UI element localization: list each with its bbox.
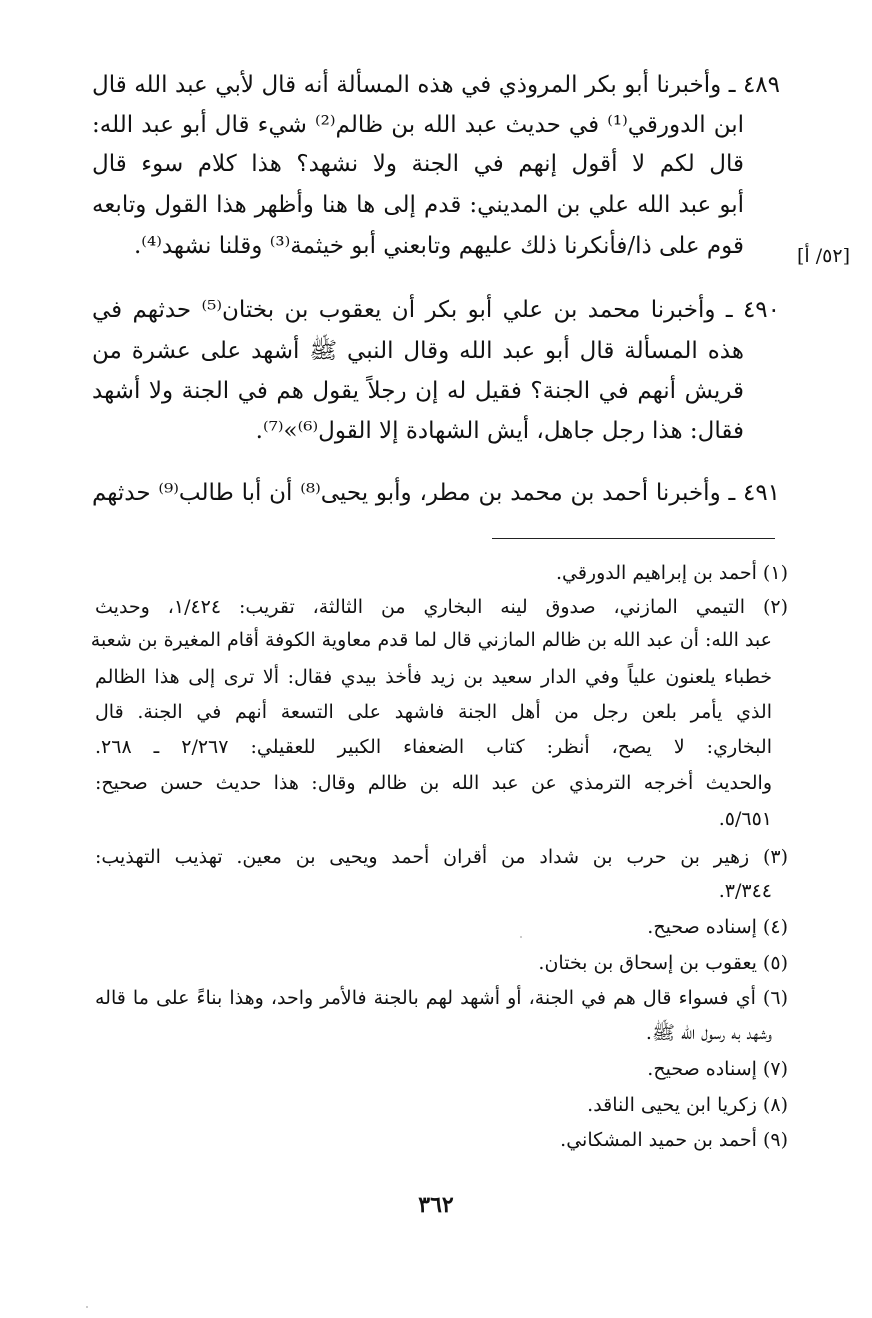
footnote-2-line: خطباء يلعنون علياً وفي الدار سعيد بن زيد فأخذ بيدي فقال: ألا ترى إلى هذا الظالم — [95, 666, 772, 688]
footnote-2-line: عبد الله: أن عبد الله بن ظالم المازني قال لما قدم معاوية الكوفة أقام المغيرة بن شعبة — [90, 629, 772, 651]
speck — [520, 936, 522, 938]
speck — [86, 1306, 88, 1308]
footnote-7: (٧) إسناده صحيح. — [647, 1058, 788, 1080]
footnote-2: (٢) التيمي المازني، صدوق لينه البخاري من الثالثة، تقريب: ١/٤٢٤، وحديث — [95, 596, 788, 618]
manuscript-folio-note: [٥٢/ أ] — [797, 245, 850, 267]
footnote-8: (٨) زكريا ابن يحيى الناقد. — [587, 1094, 788, 1116]
text-line: أبو عبد الله علي بن المديني: قدم إلى ها هنا وأظهر هذا القول وتابعه — [92, 192, 744, 218]
footnote-6: (٦) أي فسواء قال هم في الجنة، أو أشهد لهم بالجنة فالأمر واحد، وهذا بناءً على ما قاله — [95, 987, 788, 1009]
text-line: ٤٩٠ ـ وأخبرنا محمد بن علي أبو بكر أن يعقوب بن بختان⁽⁵⁾ حدثهم في — [92, 297, 780, 323]
text-line: ابن الدورقي⁽¹⁾ في حديث عبد الله بن ظالم⁽²⁾ شيء قال أبو عبد الله: — [92, 112, 744, 138]
text-line: قوم على ذا/فأنكرنا ذلك عليهم وتابعني أبو خيثمة⁽³⁾ وقلنا نشهد⁽⁴⁾. — [133, 233, 744, 259]
text-line: ٤٨٩ ـ وأخبرنا أبو بكر المروذي في هذه المسألة أنه قال لأبي عبد الله قال — [92, 72, 780, 98]
footnote-3: (٣) زهير بن حرب بن شداد من أقران أحمد ويحيى بن معين. تهذيب التهذيب: — [95, 846, 788, 868]
page-number: ٣٦٢ — [418, 1192, 454, 1218]
footnote-2-line: ٥/٦٥١. — [718, 808, 772, 830]
text-line: هذه المسألة قال أبو عبد الله وقال النبي ﷺ أشهد على عشرة من — [92, 338, 744, 364]
text-line: ٤٩١ ـ وأخبرنا أحمد بن محمد بن مطر، وأبو يحيى⁽⁸⁾ أن أبا طالب⁽⁹⁾ حدثهم — [92, 480, 781, 506]
footnote-6-line: وشهد به رسول الله ﷺ. — [645, 1022, 772, 1044]
footnote-2-line: الذي يأمر بلعن رجل من أهل الجنة فاشهد على التسعة أنهم في الجنة. قال — [95, 701, 772, 723]
text-line: قريش أنهم في الجنة؟ فقيل له إن رجلاً يقول هم في الجنة ولا أشهد — [92, 378, 744, 404]
footnote-5: (٥) يعقوب بن إسحاق بن بختان. — [538, 952, 788, 974]
footnote-3-line: ٣/٣٤٤. — [718, 880, 772, 902]
text-line: قال لكم لا أقول إنهم في الجنة ولا نشهد؟ هذا كلام سوء قال — [92, 151, 744, 177]
footnote-separator — [492, 538, 775, 539]
footnote-2-line: البخاري: لا يصح، أنظر: كتاب الضعفاء الكبير للعقيلي: ٢/٢٦٧ ـ ٢٦٨. — [95, 736, 772, 758]
footnote-2-line: والحديث أخرجه الترمذي عن عبد الله بن ظالم وقال: هذا حديث حسن صحيح: — [95, 772, 772, 794]
footnote-4: (٤) إسناده صحيح. — [647, 916, 788, 938]
text-line: فقال: هذا رجل جاهل، أيش الشهادة إلا القول⁽⁶⁾»⁽⁷⁾. — [255, 418, 744, 444]
footnote-1: (١) أحمد بن إبراهيم الدورقي. — [555, 562, 788, 584]
footnote-9: (٩) أحمد بن حميد المشكاني. — [560, 1129, 788, 1151]
